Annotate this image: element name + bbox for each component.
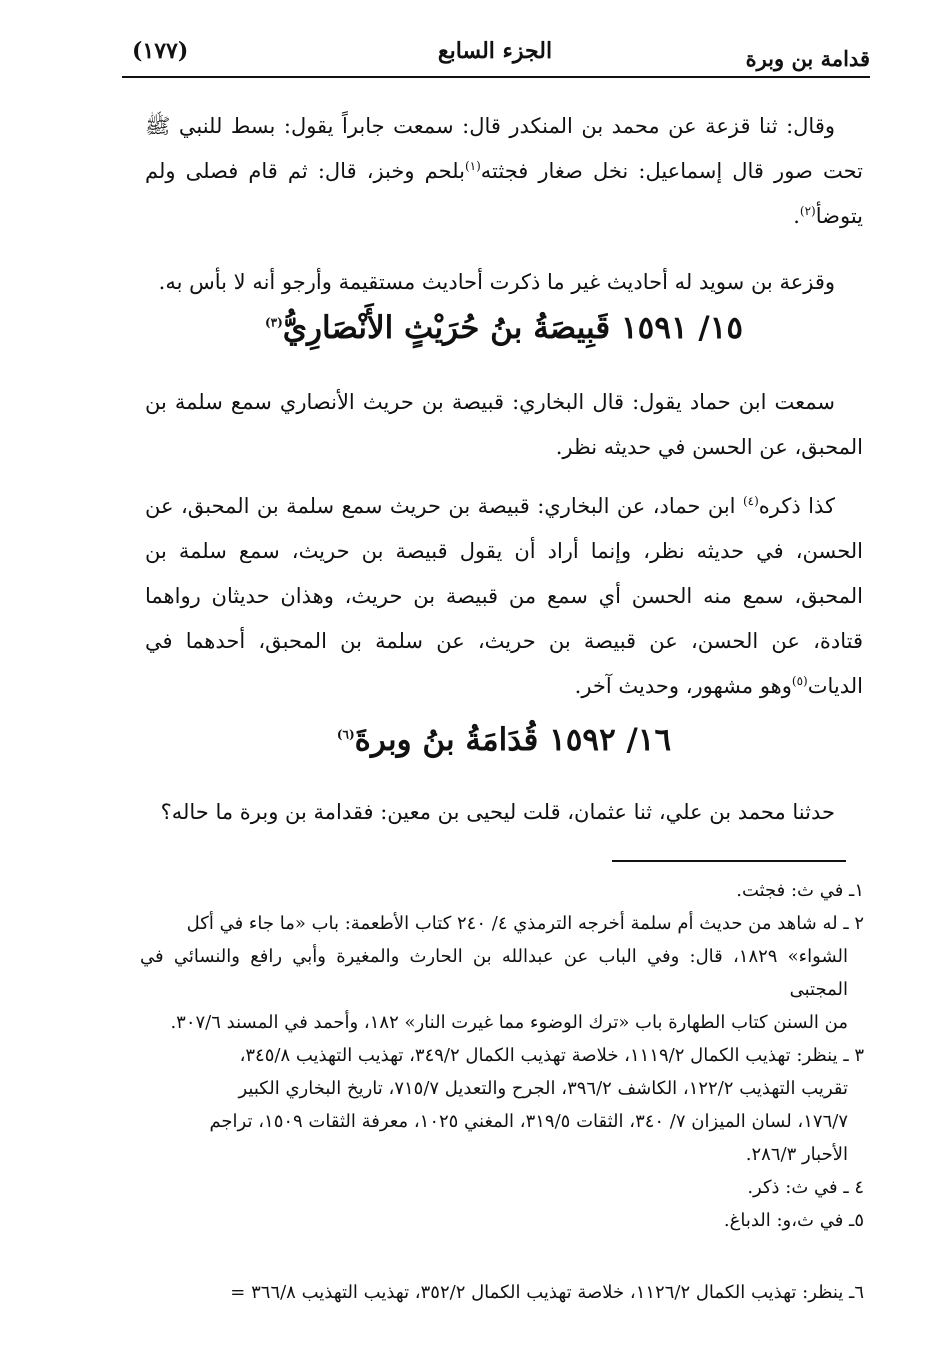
paragraph-3 [145,380,863,470]
footnote-3-line-3: ١٧٦/٧، لسان الميزان ٧/ ٣٤٠، الثقات ٣١٩/٥، المغني ١٠٢٥، معرفة الثقات ١٥٠٩، تراجم [209,1111,848,1132]
footnote-2-line-2: الشواء» ١٨٢٩، قال: وفي الباب عن عبدالله بن الحارث والمغيرة وأبي رافع والنسائي في المجتبى [140,946,848,1000]
header-divider [122,76,870,78]
header-book-title: قدامة بن وبرة [745,46,870,71]
footnote-2-line-1: ٢ ـ له شاهد من حديث أم سلمة أخرجه الترمذي ٤/ ٢٤٠ كتاب الأطعمة: باب «ما جاء في أكل [186,913,864,934]
paragraph-2-text: وقزعة بن سويد له أحاديث غير ما ذكرت أحاديث مستقيمة وأرجو أنه لا بأس به. [158,270,835,294]
footnote-3-line-2: تقريب التهذيب ١٢٢/٢، الكاشف ٣٩٦/٢، الجرح والتعديل ٧١٥/٧، تاريخ البخاري الكبير [238,1078,848,1099]
footnote-ref-6: (٦) [336,727,355,742]
footnote-ref-2: (٢) [799,204,816,218]
paragraph-1-text-a: وقال: ثنا قزعة عن محمد بن المنكدر قال: سمعت جابراً يقول: بسط للنبي ﷺ تحت صور قال إسماعيل: نخل صغار فجثته [145,114,863,183]
footnote-ref-1: (١) [464,159,481,173]
paragraph-4-text-c: وهو مشهور، وحديث آخر. [574,674,792,698]
footnote-ref-3: (٣) [264,315,283,330]
entry-title-1592 [145,722,863,758]
paragraph-3-text: سمعت ابن حماد يقول: قال البخاري: قبيصة بن حريث الأنصاري سمع سلمة بن المحبق، عن الحسن في حديثه نظر. [145,390,863,459]
footnote-3-line-1: ٣ ـ ينظر: تهذيب الكمال ١١١٩/٢، خلاصة تهذيب الكمال ٣٤٩/٢، تهذيب التهذيب ٣٤٥/٨، [239,1045,864,1066]
paragraph-1-text-b: بلحم وخبز، قال: ثم قام فصلى ولم يتوضأ [145,159,863,228]
paragraph-1 [145,104,863,239]
paragraph-2 [145,260,863,305]
paragraph-1-text-c: . [793,204,800,228]
entry-title-1591 [145,310,863,346]
paragraph-5-text: حدثنا محمد بن علي، ثنا عثمان، قلت ليحيى بن معين: فقدامة بن وبرة ما حاله؟ [160,800,835,824]
footnote-divider [612,860,846,862]
footnote-2-line-3: من السنن كتاب الطهارة باب «ترك الوضوء مما غيرت النار» ١٨٢، وأحمد في المسند ٣٠٧/٦. [170,1012,848,1033]
footnote-ref-4: (٤) [742,494,759,508]
paragraph-4 [145,484,863,709]
paragraph-5 [145,790,863,835]
footnote-5: ٥ـ في ث،و: الدباغ. [723,1210,864,1231]
footnote-3-line-4: الأحبار ٢٨٦/٣. [745,1144,848,1165]
entry-title-1592-text: ١٦/ ١٥٩٢ قُدَامَةُ بنُ وبرةَ [354,722,672,758]
paragraph-4-text-b: ابن حماد، عن البخاري: قبيصة بن حريث سمع سلمة بن المحبق، عن الحسن، في حديثه نظر، وإنما أراد أن يقول قبيصة بن حريث، سمع سلمة بن المحبق، سمع منه الحسن أي سمع من قبيصة بن حريث، وهذان حديثان رواهما قتادة، عن الحسن، عن قبيصة بن حريث، عن سلمة بن المحبق، أحدهما في الديات [145,494,863,698]
page-number: (١٧٧) [132,38,189,64]
footnote-4: ٤ ـ في ث: ذكر. [747,1177,864,1198]
paragraph-4-text-a: كذا ذكره [758,494,835,518]
running-header [120,36,870,76]
footnote-6: ٦ـ ينظر: تهذيب الكمال ١١٢٦/٢، خلاصة تهذيب الكمال ٣٥٢/٢، تهذيب التهذيب ٣٦٦/٨ = [230,1282,864,1303]
footnote-1: ١ـ في ث: فجثت. [736,880,864,901]
footnotes [140,874,864,1237]
entry-title-1591-text: ١٥/ ١٥٩١ قَبِيصَةُ بنُ حُرَيْثٍ الأَنْصَارِيُّ [282,310,744,346]
header-volume: الجزء السابع [437,38,553,64]
footnote-ref-5: (٥) [791,674,808,688]
